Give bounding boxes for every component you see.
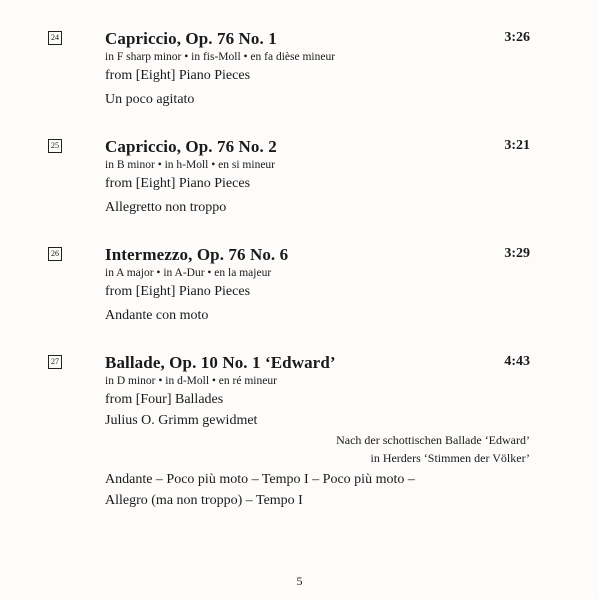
track-title: Capriccio, Op. 76 No. 1 xyxy=(105,29,277,48)
track-note-line: Nach der schottischen Ballade ‘Edward’ xyxy=(336,433,530,447)
track-source: from [Eight] Piano Pieces xyxy=(105,284,251,299)
track-tempo: Andante con moto xyxy=(105,308,209,323)
track-source: from [Eight] Piano Pieces xyxy=(105,68,251,83)
track-tempo-line: Andante – Poco più moto – Tempo I – Poco più moto – xyxy=(105,472,415,487)
track-number-box: 26 xyxy=(48,247,62,261)
track-number-box: 24 xyxy=(48,31,62,45)
track-dedication: Julius O. Grimm gewidmet xyxy=(105,413,258,428)
page-number: 5 xyxy=(296,574,303,588)
track-source: from [Eight] Piano Pieces xyxy=(105,176,251,191)
track-key: in D minor • in d-Moll • en ré mineur xyxy=(105,375,277,387)
track-note-line: in Herders ‘Stimmen der Völker’ xyxy=(370,451,530,465)
track-tempo: Allegretto non troppo xyxy=(105,200,227,215)
track-duration: 4:43 xyxy=(504,354,530,369)
track-title: Intermezzo, Op. 76 No. 6 xyxy=(105,245,289,264)
track-duration: 3:29 xyxy=(504,246,530,261)
track-duration: 3:26 xyxy=(504,30,530,45)
track-key: in F sharp minor • in fis-Moll • en fa dièse mineur xyxy=(105,51,336,63)
track-key: in B minor • in h-Moll • en si mineur xyxy=(105,159,276,171)
track-key: in A major • in A-Dur • en la majeur xyxy=(105,267,272,279)
track-number-box: 27 xyxy=(48,355,62,369)
track-tempo: Un poco agitato xyxy=(105,92,195,107)
track-tempo-line: Allegro (ma non troppo) – Tempo I xyxy=(105,493,303,508)
track-title: Capriccio, Op. 76 No. 2 xyxy=(105,137,277,156)
track-duration: 3:21 xyxy=(504,138,530,153)
track-number-box: 25 xyxy=(48,139,62,153)
track-source: from [Four] Ballades xyxy=(105,392,224,407)
track-title: Ballade, Op. 10 No. 1 ‘Edward’ xyxy=(105,353,336,372)
